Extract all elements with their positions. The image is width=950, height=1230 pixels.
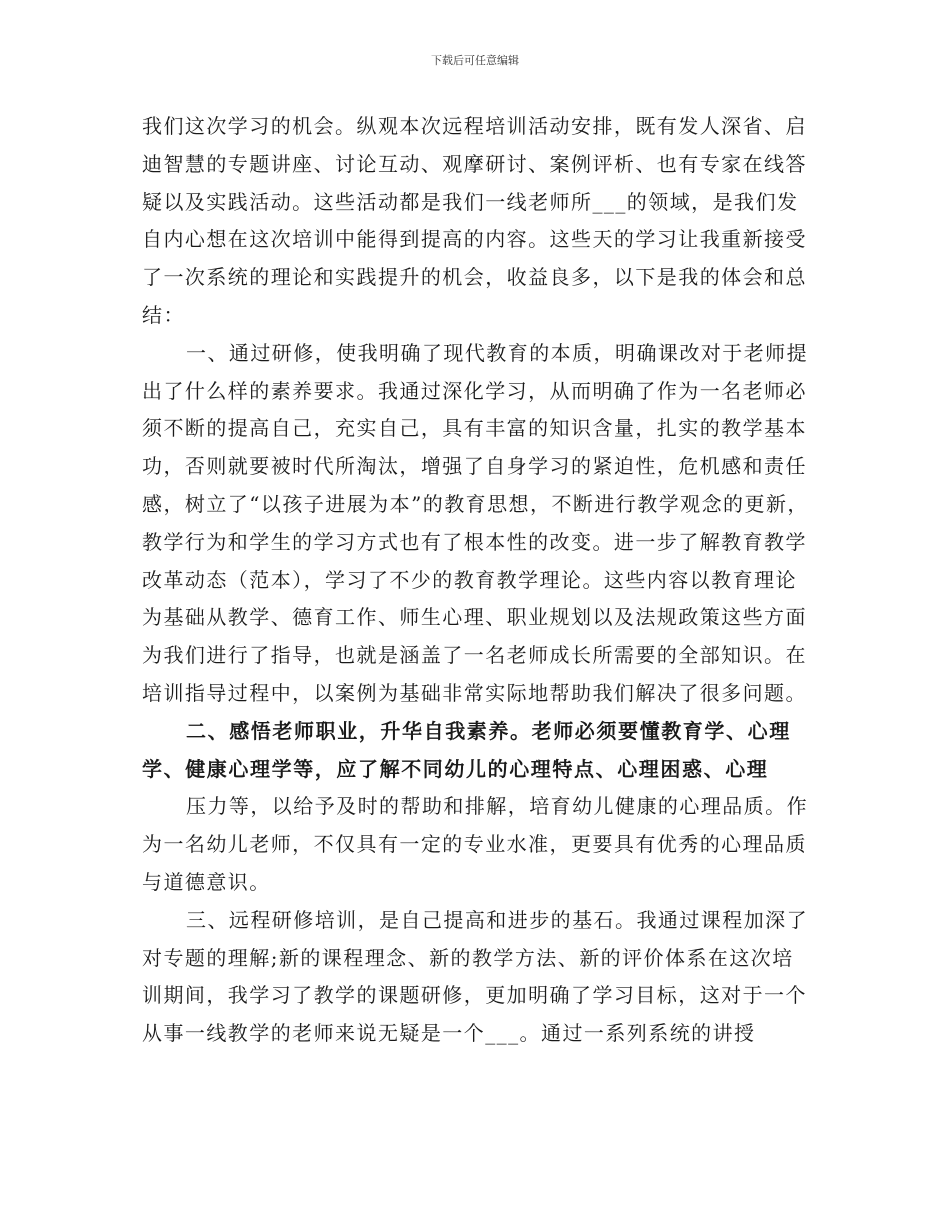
paragraph-section-two-body: 压力等，以给予及时的帮助和排解，培育幼儿健康的心理品质。作为一名幼儿老师，不仅具有一定的专业水准，更要具有优秀的心理品质与道德意识。 xyxy=(142,794,809,894)
paragraph-section-three: 三、远程研修培训，是自己提高和进步的基石。我通过课程加深了对专题的理解;新的课程理念、新的教学方法、新的评价体系在这次培训期间，我学习了教学的课题研修，更加明确了学习目标，这对于一个从事一线教学的老师来说无疑是一个___。通过一系列系统的讲授 xyxy=(142,907,809,1046)
paragraph-intro: 我们这次学习的机会。纵观本次远程培训活动安排，既有发人深省、启迪智慧的专题讲座、讨论互动、观摩研讨、案例评析、也有专家在线答疑以及实践活动。这些活动都是我们一线老师所___的领域，是我们发自内心想在这次培训中能得到提高的内容。这些天的学习让我重新接受了一次系统的理论和实践提升的机会，收益良多，以下是我的体会和总结： xyxy=(142,114,807,327)
paragraph-section-one: 一、通过研修，使我明确了现代教育的本质，明确课改对于老师提出了什么样的素养要求。我通过深化学习，从而明确了作为一名老师必须不断的提高自己，充实自己，具有丰富的知识含量，扎实的教学基本功，否则就要被时代所淘汰，增强了自身学习的紧迫性，危机感和责任感，树立了“以孩子进展为本”的教育思想，不断进行教学观念的更新，教学行为和学生的学习方式也有了根本性的改变。进一步了解教育教学改革动态（范本），学习了不少的教育教学理论。这些内容以教育理论为基础从教学、德育工作、师生心理、职业规划以及法规政策这些方面为我们进行了指导，也就是涵盖了一名老师成长所需要的全部知识。在培训指导过程中，以案例为基础非常实际地帮助我们解决了很多问题。 xyxy=(142,340,809,705)
paragraph-section-two-heading: 二、感悟老师职业，升华自我素养。老师必须要懂教育学、心理学、健康心理学等，应了解不同幼儿的心理特点、心理困惑、心理 xyxy=(142,718,791,781)
page-header: 下载后可任意编辑 xyxy=(431,54,519,67)
document-body xyxy=(142,108,812,1053)
